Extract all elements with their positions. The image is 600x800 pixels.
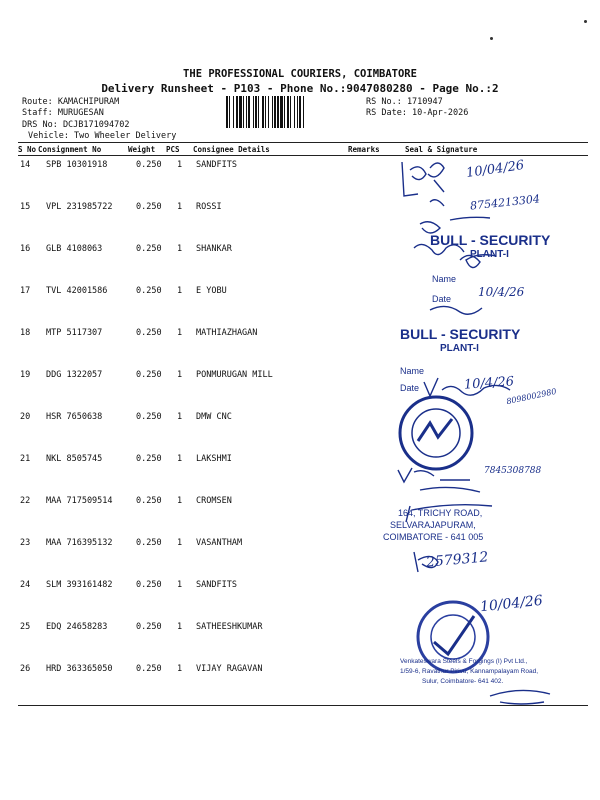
row-pcs: 1: [177, 160, 183, 170]
bull-security-stamp2-title: BULL - SECURITY: [400, 326, 521, 342]
signature-scribbles: [390, 150, 590, 710]
row-sno: 24: [20, 580, 31, 590]
bull-security-stamp-title: BULL - SECURITY: [430, 232, 551, 248]
company-stamp-line3: Sulur, Coimbatore- 641 402.: [422, 678, 504, 685]
row-consignee: MATHIAZHAGAN: [196, 328, 258, 338]
col-consignment: Consignment No: [38, 145, 102, 154]
row-consignee: SATHEESHKUMAR: [196, 622, 263, 632]
table-top-rule: [18, 142, 588, 143]
row-weight: 0.250: [136, 454, 162, 464]
row-sno: 25: [20, 622, 31, 632]
row-pcs: 1: [177, 412, 183, 422]
bull-security-stamp2-date: Date: [400, 383, 420, 393]
row-consignment-no: GLB 4108063: [46, 244, 103, 254]
bull-security-stamp-date: Date: [432, 294, 452, 304]
row-pcs: 1: [177, 202, 183, 212]
row-pcs: 1: [177, 538, 183, 548]
row-sno: 15: [20, 202, 31, 212]
scan-speck: [490, 37, 493, 40]
row-weight: 0.250: [136, 370, 162, 380]
handwritten-phone-2: 8098002980: [505, 386, 558, 407]
row-sno: 17: [20, 286, 31, 296]
row-consignment-no: DDG 1322057: [46, 370, 103, 380]
row-sno: 20: [20, 412, 31, 422]
row-consignee: SANDFITS: [196, 580, 237, 590]
handwritten-date-1: 10/04/26: [465, 158, 526, 181]
vehicle-label: Vehicle: Two Wheeler Delivery: [28, 131, 177, 141]
staff-label: Staff: MURUGESAN: [22, 108, 104, 118]
drs-label: DRS No: DCJB171094702: [22, 120, 130, 130]
row-sno: 23: [20, 538, 31, 548]
row-weight: 0.250: [136, 622, 162, 632]
row-consignment-no: SPB 10301918: [46, 160, 108, 170]
bull-security-stamp-sub: PLANT-I: [470, 249, 509, 260]
row-weight: 0.250: [136, 160, 162, 170]
row-weight: 0.250: [136, 496, 162, 506]
row-consignment-no: MAA 717509514: [46, 496, 113, 506]
company-stamp-line1: Venkateswara Steels & Forgings (I) Pvt Ltd.,: [400, 658, 528, 665]
row-consignee: DMW CNC: [196, 412, 232, 422]
row-consignee: E YOBU: [196, 286, 227, 296]
row-consignment-no: HSR 7650638: [46, 412, 103, 422]
row-pcs: 1: [177, 286, 183, 296]
col-remarks: Remarks: [348, 145, 380, 154]
bull-security-stamp2-sub: PLANT-I: [440, 343, 479, 354]
col-seal: Seal & Signature: [405, 145, 478, 154]
row-pcs: 1: [177, 328, 183, 338]
row-consignment-no: EDQ 24658283: [46, 622, 108, 632]
row-weight: 0.250: [136, 286, 162, 296]
route-label: Route: KAMACHIPURAM: [22, 97, 120, 107]
row-weight: 0.250: [136, 244, 162, 254]
bull-security-stamp-name: Name: [432, 274, 457, 284]
row-consignee: SANDFITS: [196, 160, 237, 170]
row-consignee: ROSSI: [196, 202, 222, 212]
row-pcs: 1: [177, 244, 183, 254]
row-sno: 16: [20, 244, 31, 254]
col-sno: S No: [18, 145, 37, 154]
rs-number: RS No.: 1710947: [366, 97, 443, 107]
row-pcs: 1: [177, 664, 183, 674]
row-consignment-no: NKL 8505745: [46, 454, 103, 464]
row-weight: 0.250: [136, 580, 162, 590]
row-consignment-no: MAA 716395132: [46, 538, 113, 548]
row-consignee: VASANTHAM: [196, 538, 243, 548]
row-consignee: SHANKAR: [196, 244, 232, 254]
col-consignee: Consignee Details: [193, 145, 270, 154]
handwritten-date-3: 10/4/26: [463, 374, 515, 393]
row-pcs: 1: [177, 580, 183, 590]
col-weight: Weight: [128, 145, 156, 154]
barcode: [226, 96, 362, 128]
row-sno: 22: [20, 496, 31, 506]
row-pcs: 1: [177, 454, 183, 464]
col-pcs: PCS: [166, 145, 180, 154]
row-consignment-no: HRD 363365050: [46, 664, 113, 674]
row-sno: 14: [20, 160, 31, 170]
barcode-bar: [304, 96, 307, 128]
row-consignment-no: MTP 5117307: [46, 328, 103, 338]
row-sno: 18: [20, 328, 31, 338]
row-weight: 0.250: [136, 664, 162, 674]
row-weight: 0.250: [136, 328, 162, 338]
row-consignee: PONMURUGAN MILL: [196, 370, 273, 380]
row-pcs: 1: [177, 370, 183, 380]
runsheet-title: Delivery Runsheet - P103 - Phone No.:9047080280 - Page No.:2: [101, 82, 499, 95]
row-consignment-no: TVL 42001586: [46, 286, 108, 296]
address-stamp-line3: COIMBATORE - 641 005: [383, 532, 484, 542]
row-weight: 0.250: [136, 202, 162, 212]
handwritten-phone-1: 8754213304: [469, 192, 541, 213]
row-sno: 19: [20, 370, 31, 380]
row-consignment-no: VPL 231985722: [46, 202, 113, 212]
row-consignee: LAKSHMI: [196, 454, 232, 464]
rs-date: RS Date: 10-Apr-2026: [366, 108, 469, 118]
handwritten-date-4: 10/04/26: [479, 592, 544, 616]
company-title: THE PROFESSIONAL COURIERS, COIMBATORE: [183, 68, 417, 80]
row-consignee: CROMSEN: [196, 496, 232, 506]
row-sno: 21: [20, 454, 31, 464]
company-stamp-line2: 1/59-6, Ravathur Pirivu, Kannampalayam Road,: [400, 668, 539, 675]
address-stamp-line1: 164, TRICHY ROAD,: [398, 508, 483, 518]
bull-security-stamp2-name: Name: [400, 366, 425, 376]
handwritten-date-2: 10/4/26: [478, 285, 525, 299]
row-sno: 26: [20, 664, 31, 674]
row-weight: 0.250: [136, 412, 162, 422]
row-consignment-no: SLM 393161482: [46, 580, 113, 590]
handwritten-phone-3: 7845308788: [484, 466, 542, 476]
row-pcs: 1: [177, 496, 183, 506]
row-pcs: 1: [177, 622, 183, 632]
scan-speck: [584, 20, 587, 23]
address-stamp-line2: SELVARAJAPURAM,: [390, 520, 476, 530]
row-consignee: VIJAY RAGAVAN: [196, 664, 263, 674]
handwritten-number: 2579312: [425, 549, 489, 571]
row-weight: 0.250: [136, 538, 162, 548]
